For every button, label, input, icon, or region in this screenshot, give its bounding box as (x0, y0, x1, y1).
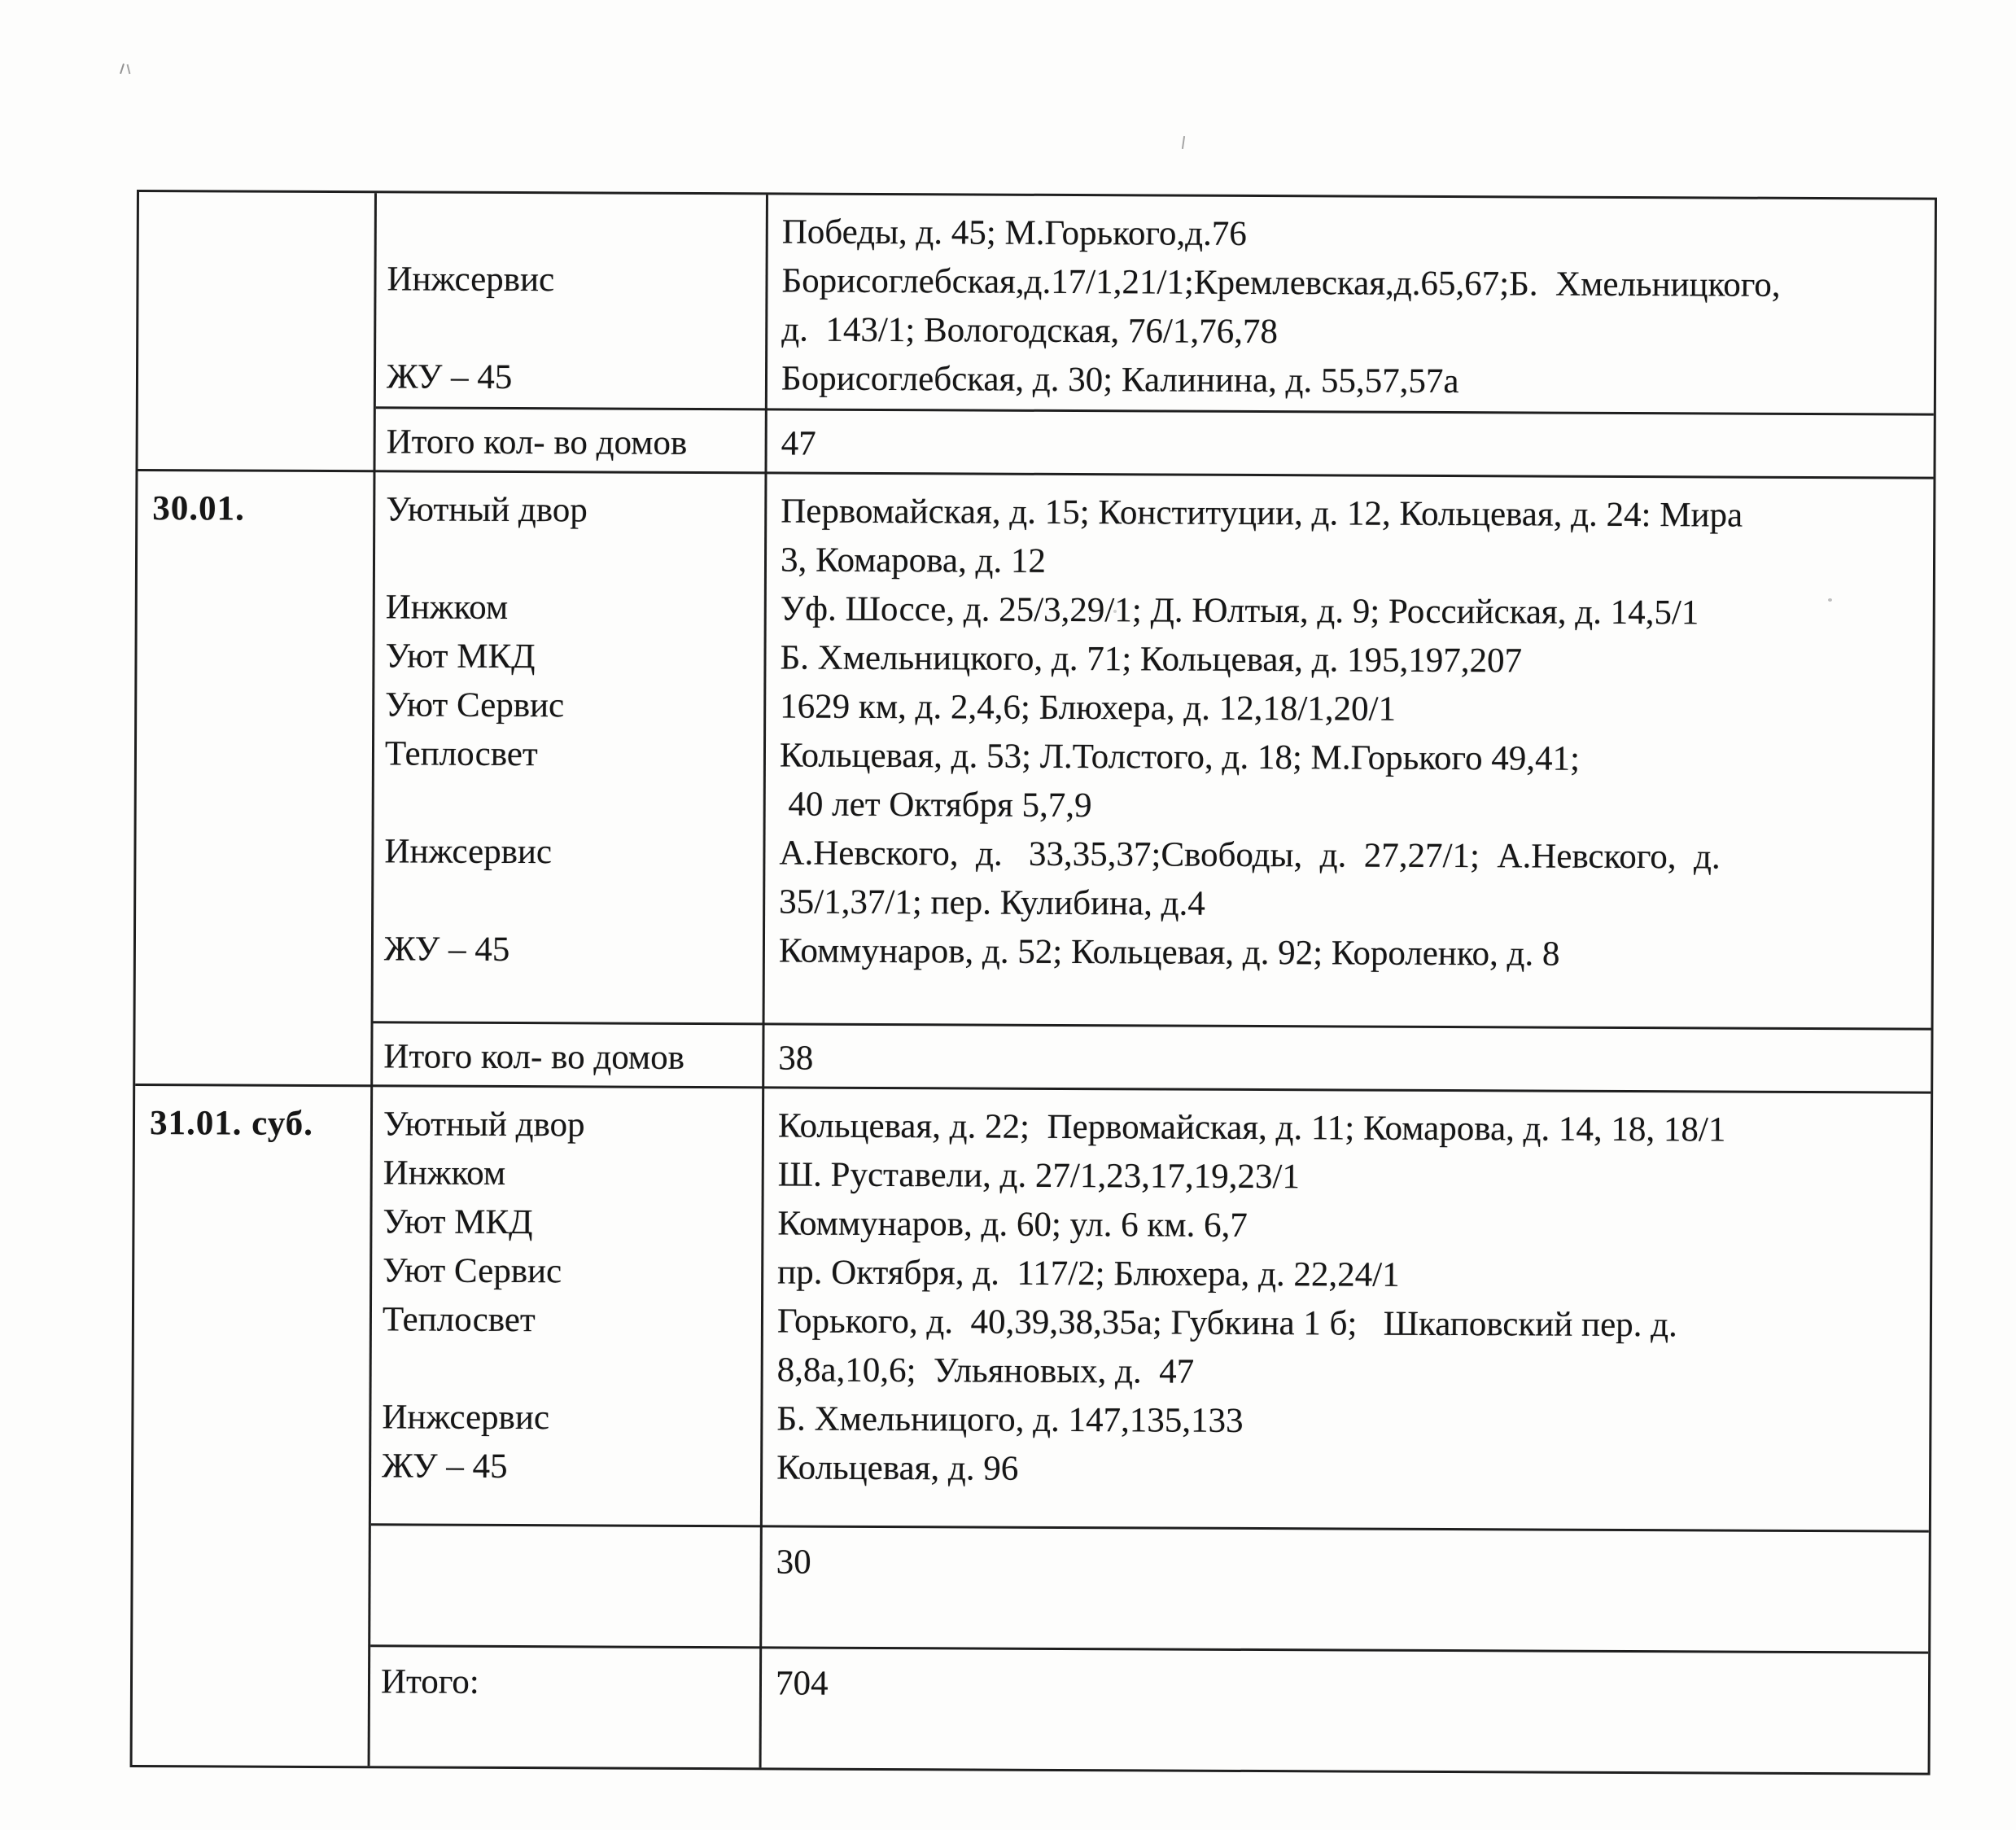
table-row (375, 583, 1933, 638)
table-row (372, 1246, 1930, 1302)
address-cell: Первомайская, д. 15; Конституции, д. 12, Кольцевая, д. 24: Мира 3, Комарова, д. 12 (780, 492, 1743, 580)
subtotal-label (371, 1536, 763, 1538)
address-cell: Кольцевая, д. 22; Первомайская, д. 11; Комарова, д. 14, 18, 18/1 (777, 1106, 1726, 1149)
org-cell: Уют Сервис (385, 685, 565, 725)
scan-speck (1182, 136, 1185, 149)
total-label: Итого кол- во домов (386, 422, 688, 462)
grand-total-row (370, 1644, 1929, 1772)
subtotal-row (370, 1523, 1929, 1651)
total-value: 47 (781, 424, 816, 463)
org-cell: Уют МКД (385, 637, 536, 676)
org-cell: Инжком (383, 1154, 506, 1193)
org-cell: Уют Сервис (383, 1251, 562, 1291)
address-cell: пр. Октября, д. 117/2; Блюхера, д. 22,24/1 (777, 1253, 1400, 1294)
table-row (371, 1393, 1929, 1448)
date-group (133, 1084, 1931, 1773)
org-cell: ЖУ – 45 (383, 930, 510, 970)
address-cell: Коммунаров, д. 52; Кольцевая, д. 92; Короленко, д. 8 (778, 931, 1560, 974)
date-cell (138, 192, 377, 470)
table-row (374, 681, 1932, 736)
org-cell: Уютный двор (383, 1105, 585, 1145)
table-row (374, 827, 1932, 931)
table-row (374, 729, 1933, 834)
daily-total-row (376, 406, 1934, 476)
org-address-block (376, 193, 1935, 413)
table-row (372, 1197, 1930, 1253)
org-address-block (374, 472, 1934, 1027)
group-body (373, 472, 1933, 1091)
org-cell: ЖУ – 45 (382, 1447, 508, 1486)
total-value: 38 (778, 1039, 814, 1078)
total-label: Итого кол- во домов (383, 1037, 685, 1077)
group-body (376, 193, 1935, 476)
org-cell: Уютный двор (386, 490, 588, 530)
date-cell: 30.01. (152, 489, 245, 528)
scan-speck (120, 63, 125, 74)
address-cell: Б. Хмельницого, д. 147,135,133 (776, 1399, 1244, 1440)
address-cell: Борисоглебская, д. 30; Калинина, д. 55,57,57а (781, 359, 1459, 401)
scan-speck (1113, 610, 1117, 613)
scan-speck (127, 64, 131, 74)
address-cell: Коммунаров, д. 60; ул. 6 км. 6,7 (777, 1204, 1248, 1245)
group-body (370, 1087, 1931, 1772)
table-row (377, 206, 1935, 261)
org-cell: Уют МКД (383, 1202, 533, 1242)
org-cell: Теплосвет (382, 1300, 536, 1340)
scan-speck (1828, 598, 1832, 602)
table-row (374, 632, 1932, 687)
schedule-table (130, 190, 1937, 1775)
address-cell: 1629 км, д. 2,4,6; Блюхера, д. 12,18/1,20/1 (780, 687, 1397, 729)
table-row (373, 1100, 1931, 1155)
address-cell: Горького, д. 40,39,38,35а; Губкина 1 б; Шкаповский пер. д. 8,8а,10,6; Ульяновых, д. 47 (776, 1302, 1677, 1391)
org-cell: Теплосвет (384, 734, 538, 774)
address-cell: Б. Хмельницкого, д. 71; Кольцевая, д. 195,197,207 (780, 638, 1523, 681)
org-cell: Инжком (385, 588, 509, 627)
table-row (371, 1442, 1929, 1497)
date-group (135, 469, 1933, 1092)
address-cell: Борисоглебская,д.17/1,21/1;Кремлевская,д.65,67;Б. Хмельницкого, д. 143/1; Вологодская, 76/1,76,78 (781, 261, 1781, 352)
address-cell: Кольцевая, д. 53; Л.Толстого, д. 18; М.Горького 49,41; 40 лет Октября 5,7,9 (779, 736, 1581, 825)
org-cell: Инжсервис (384, 832, 553, 872)
table-row (374, 925, 1931, 980)
table-row (375, 485, 1934, 589)
grand-total-label: Итого: (380, 1662, 479, 1701)
subtotal-value: 30 (776, 1543, 811, 1582)
daily-total-row (373, 1021, 1931, 1091)
org-address-block (371, 1087, 1931, 1530)
grand-total-value: 704 (775, 1664, 829, 1703)
org-cell: ЖУ – 45 (386, 357, 513, 397)
address-cell: Победы, д. 45; М.Горького,д.76 (781, 212, 1247, 253)
org-cell: Инжсервис (382, 1398, 550, 1438)
date-cell: 31.01. суб. (149, 1104, 314, 1143)
org-cell (377, 206, 768, 208)
table-row (373, 1149, 1931, 1204)
table-row (376, 255, 1935, 359)
table-row (376, 352, 1934, 408)
address-cell: Кольцевая, д. 96 (776, 1448, 1019, 1488)
table-row (372, 1295, 1931, 1399)
address-cell: А.Невского, д. 33,35,37;Свободы, д. 27,27/1; А.Невского, д. 35/1,37/1; пер. Кулибина, д.4 (779, 834, 1721, 923)
address-cell: Уф. Шоссе, д. 25/3,29/1; Д. Юлтыя, д. 9; Российская, д. 14,5/1 (780, 589, 1699, 633)
date-group (138, 192, 1935, 477)
org-cell: Инжсервис (387, 260, 555, 300)
address-cell: Ш. Руставели, д. 27/1,23,17,19,23/1 (777, 1155, 1300, 1197)
